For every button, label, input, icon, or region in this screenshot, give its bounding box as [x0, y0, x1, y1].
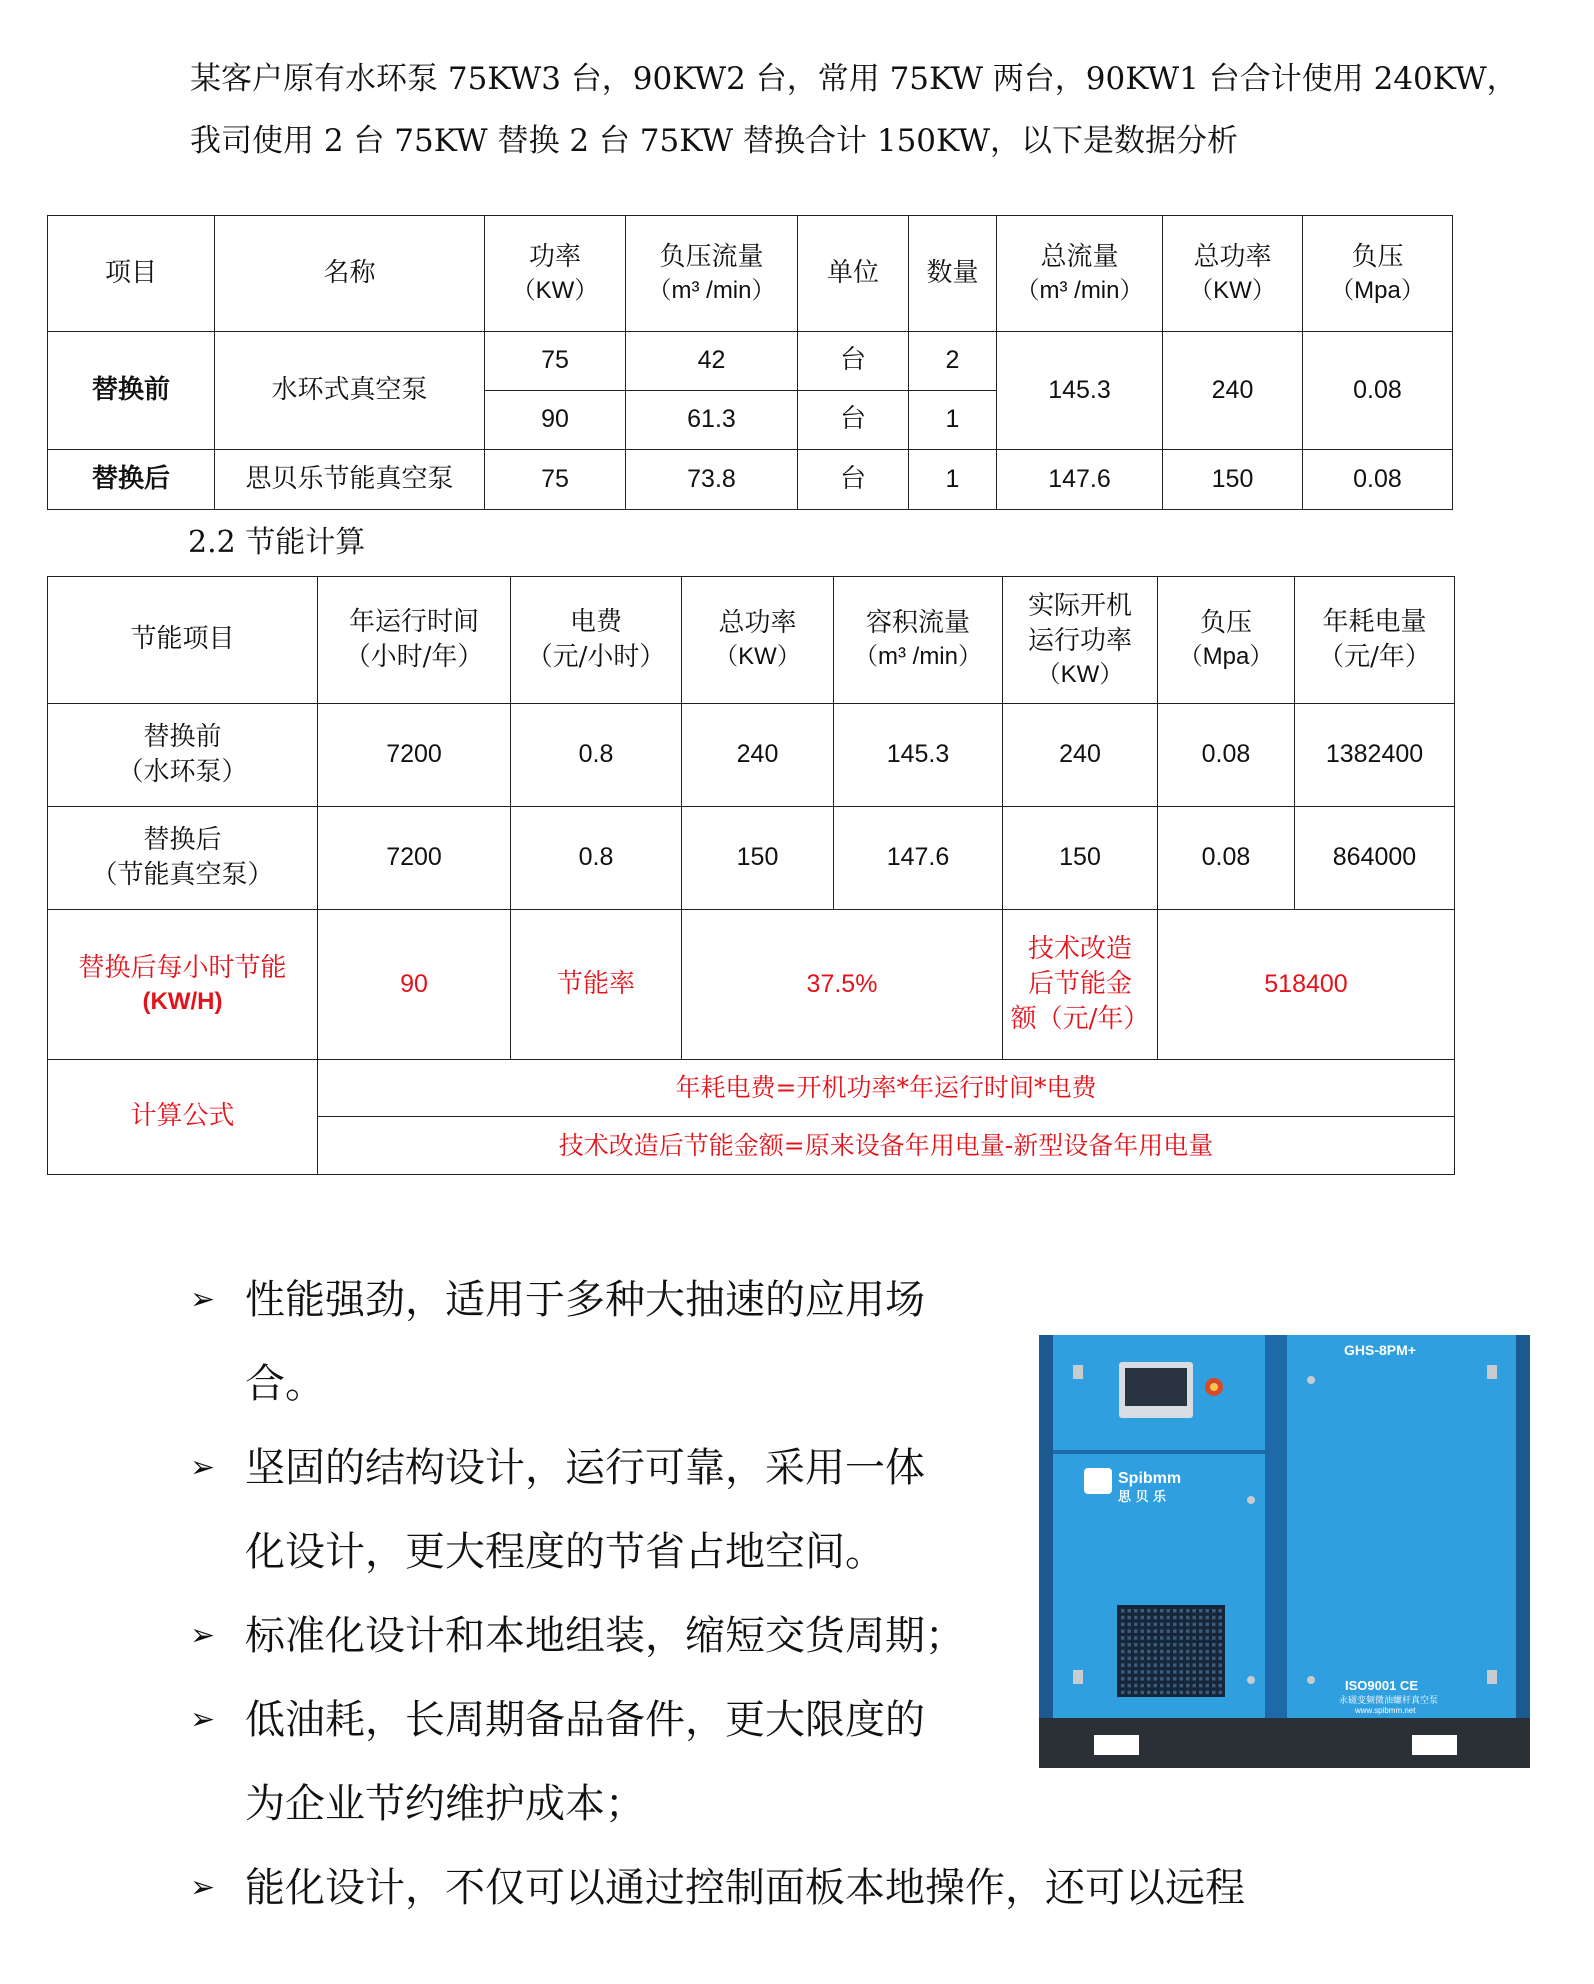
t2-after-actual: 150 [1003, 807, 1158, 910]
t1-after-total-power: 150 [1163, 450, 1303, 510]
t1-header-total-flow-a: 总流量 [1040, 241, 1119, 272]
t1-header-total-power-a: 总功率 [1193, 241, 1272, 272]
t2-saving-label-b: (KW/H) [142, 987, 223, 1015]
t2-saving-amount-label [1003, 910, 1158, 1060]
t1-after-label: 替换后 [48, 450, 215, 510]
intro-line-2: 我司使用 2 台 75KW 替换 2 台 75KW 替换合计 150KW，以下是数据分析 [190, 123, 1238, 159]
table1-row-after [48, 450, 1453, 510]
t2-before-label-a: 替换前 [143, 721, 222, 752]
t2-after-annual: 864000 [1295, 807, 1455, 910]
t1-header-power [485, 216, 626, 332]
t1-header-unit: 单位 [798, 216, 909, 332]
t1-header-total-flow [997, 216, 1163, 332]
t2-after-power: 150 [682, 807, 834, 910]
t1-before-pressure: 0.08 [1303, 332, 1453, 450]
t2-formula-1: 年耗电费=开机功率*年运行时间*电费 [318, 1060, 1455, 1117]
t2-after-pressure: 0.08 [1158, 807, 1295, 910]
vent-grille [1117, 1605, 1225, 1697]
t2-header-flow-b: （m³ /min） [854, 643, 982, 671]
t1-header-power-a: 功率 [528, 241, 581, 272]
feature-2-line-a: 坚固的结构设计，运行可靠，采用一体 [245, 1445, 925, 1491]
t1-header-pressure [1303, 216, 1453, 332]
feature-4-line-a: 低油耗，长周期备品备件，更大限度的 [245, 1697, 925, 1743]
t1-before-total-power: 240 [1163, 332, 1303, 450]
t2-header-hours-b: （小时/年） [344, 642, 484, 672]
intro-text [190, 48, 1518, 172]
t2-before-hours: 7200 [318, 704, 511, 807]
t2-saving-amount-b: 后节能金 [1027, 968, 1132, 999]
t1-header-total-flow-b: （m³ /min） [1015, 276, 1144, 304]
t2-after-hours: 7200 [318, 807, 511, 910]
t1-before-label: 替换前 [48, 332, 215, 450]
t2-saving-label-a: 替换后每小时节能 [78, 952, 287, 983]
t2-header-hours-a: 年运行时间 [348, 606, 479, 637]
t1-before-name: 水环式真空泵 [215, 332, 485, 450]
t2-header-pressure-b: （Mpa） [1178, 643, 1274, 671]
feature-5-line: 能化设计，不仅可以通过控制面板本地操作，还可以远程 [245, 1865, 1245, 1911]
t1-header-pressure-b: （Mpa） [1330, 276, 1425, 304]
arrow-bullet-icon: ➢ [190, 1870, 216, 1905]
brand-en: Spibmm [1118, 1470, 1182, 1487]
t2-header-actual-a: 实际开机 [1027, 590, 1132, 621]
t1-before-r1-unit: 台 [798, 332, 909, 391]
t2-header-flow [834, 577, 1003, 704]
t1-before-r1-flow: 42 [626, 332, 798, 391]
t2-before-pressure: 0.08 [1158, 704, 1295, 807]
arrow-bullet-icon: ➢ [190, 1450, 216, 1485]
t1-before-r2-flow: 61.3 [626, 391, 798, 450]
t1-before-r1-power: 75 [485, 332, 626, 391]
t2-header-item: 节能项目 [48, 577, 318, 704]
feature-2-line-b: 化设计，更大程度的节省占地空间。 [245, 1529, 885, 1575]
t2-formula-label: 计算公式 [48, 1060, 318, 1175]
t1-after-flow: 73.8 [626, 450, 798, 510]
t2-header-fee [511, 577, 682, 704]
t2-after-label-a: 替换后 [143, 824, 222, 855]
t2-header-power-b: （KW） [714, 643, 801, 671]
t2-header-annual-a: 年耗电量 [1322, 606, 1427, 637]
t1-before-r1-qty: 2 [909, 332, 997, 391]
t2-before-actual: 240 [1003, 704, 1158, 807]
t1-before-r2-unit: 台 [798, 391, 909, 450]
t2-saving-amount-a: 技术改造 [1027, 933, 1132, 964]
t2-before-fee: 0.8 [511, 704, 682, 807]
t1-header-total-power [1163, 216, 1303, 332]
t2-before-label-b: （水环泵） [117, 757, 248, 787]
vacuum-pump-image [1039, 1335, 1530, 1768]
t1-after-power: 75 [485, 450, 626, 510]
t2-header-pressure [1158, 577, 1295, 704]
feature-item-5 [188, 1846, 1338, 1930]
arrow-bullet-icon: ➢ [190, 1618, 216, 1653]
t2-header-power [682, 577, 834, 704]
energy-saving-table [47, 576, 1455, 1175]
t2-before-flow: 145.3 [834, 704, 1003, 807]
t2-header-hours [318, 577, 511, 704]
t2-saving-label [48, 910, 318, 1060]
t1-after-total-flow: 147.6 [997, 450, 1163, 510]
website-label: www.spibmm.net [1355, 1706, 1416, 1715]
section-title: 2.2 节能计算 [188, 525, 366, 560]
brand-cn: 思 贝 乐 [1118, 1490, 1167, 1505]
t1-after-pressure: 0.08 [1303, 450, 1453, 510]
t1-header-total-power-b: （KW） [1189, 276, 1276, 304]
table2-row-after [48, 807, 1455, 910]
t2-before-power: 240 [682, 704, 834, 807]
table2-row-saving [48, 910, 1455, 1060]
t2-saving-rate: 37.5% [682, 910, 1003, 1060]
t1-before-r2-power: 90 [485, 391, 626, 450]
table2-row-before [48, 704, 1455, 807]
cert-label: ISO9001 CE [1345, 1678, 1418, 1693]
t2-before-label [48, 704, 318, 807]
arrow-bullet-icon: ➢ [190, 1282, 216, 1317]
intro-line-1: 某客户原有水环泵 75KW3 台，90KW2 台，常用 75KW 两台，90KW1 台合计使用 240KW， [190, 61, 1518, 97]
t2-after-label-b: （节能真空泵） [91, 860, 274, 890]
table1-header-row [48, 216, 1453, 332]
t2-header-fee-b: （元/小时） [526, 642, 666, 672]
table1-row-before-1 [48, 332, 1453, 391]
t1-before-total-flow: 145.3 [997, 332, 1163, 450]
product-desc: 永磁变频微油螺杆真空泵 [1339, 1696, 1439, 1706]
t2-header-annual [1295, 577, 1455, 704]
t2-header-actual [1003, 577, 1158, 704]
t1-header-flow [626, 216, 798, 332]
t1-header-power-b: （KW） [511, 276, 599, 304]
table2-header-row [48, 577, 1455, 704]
t2-saving-amount-c: 额（元/年） [1010, 1004, 1150, 1035]
t2-header-actual-b: 运行功率 [1027, 625, 1132, 656]
t1-header-flow-a: 负压流量 [659, 241, 764, 272]
t1-after-unit: 台 [798, 450, 909, 510]
t2-after-fee: 0.8 [511, 807, 682, 910]
t2-after-label [48, 807, 318, 910]
t1-header-qty: 数量 [909, 216, 997, 332]
t1-before-r2-qty: 1 [909, 391, 997, 450]
t2-formula-2: 技术改造后节能金额=原来设备年用电量-新型设备年用电量 [318, 1117, 1455, 1175]
feature-1-line-a: 性能强劲，适用于多种大抽速的应用场 [245, 1277, 925, 1323]
t2-header-power-a: 总功率 [718, 608, 797, 639]
t1-header-pressure-a: 负压 [1351, 241, 1404, 272]
feature-4-line-b: 为企业节约维护成本； [245, 1781, 645, 1827]
model-label: GHS-8PM+ [1344, 1342, 1416, 1358]
t2-after-flow: 147.6 [834, 807, 1003, 910]
t1-header-flow-b: （m³ /min） [647, 276, 776, 304]
t2-header-fee-a: 电费 [569, 606, 622, 637]
t2-header-pressure-a: 负压 [1199, 608, 1252, 639]
feature-1-line-b: 合。 [245, 1361, 325, 1407]
t2-saving-value: 90 [318, 910, 511, 1060]
t1-header-name: 名称 [215, 216, 485, 332]
t1-header-item: 项目 [48, 216, 215, 332]
t2-saving-amount: 518400 [1158, 910, 1455, 1060]
t1-after-qty: 1 [909, 450, 997, 510]
t2-saving-rate-label: 节能率 [511, 910, 682, 1060]
arrow-bullet-icon: ➢ [190, 1702, 216, 1737]
comparison-table [47, 215, 1453, 510]
t2-header-actual-c: （KW） [1036, 660, 1124, 688]
table2-row-formula-1 [48, 1060, 1455, 1117]
t1-after-name: 思贝乐节能真空泵 [215, 450, 485, 510]
t2-before-annual: 1382400 [1295, 704, 1455, 807]
t2-header-flow-a: 容积流量 [865, 608, 970, 639]
t2-header-annual-b: （元/年） [1318, 642, 1431, 672]
feature-3-line: 标准化设计和本地组装，缩短交货周期； [245, 1613, 965, 1659]
